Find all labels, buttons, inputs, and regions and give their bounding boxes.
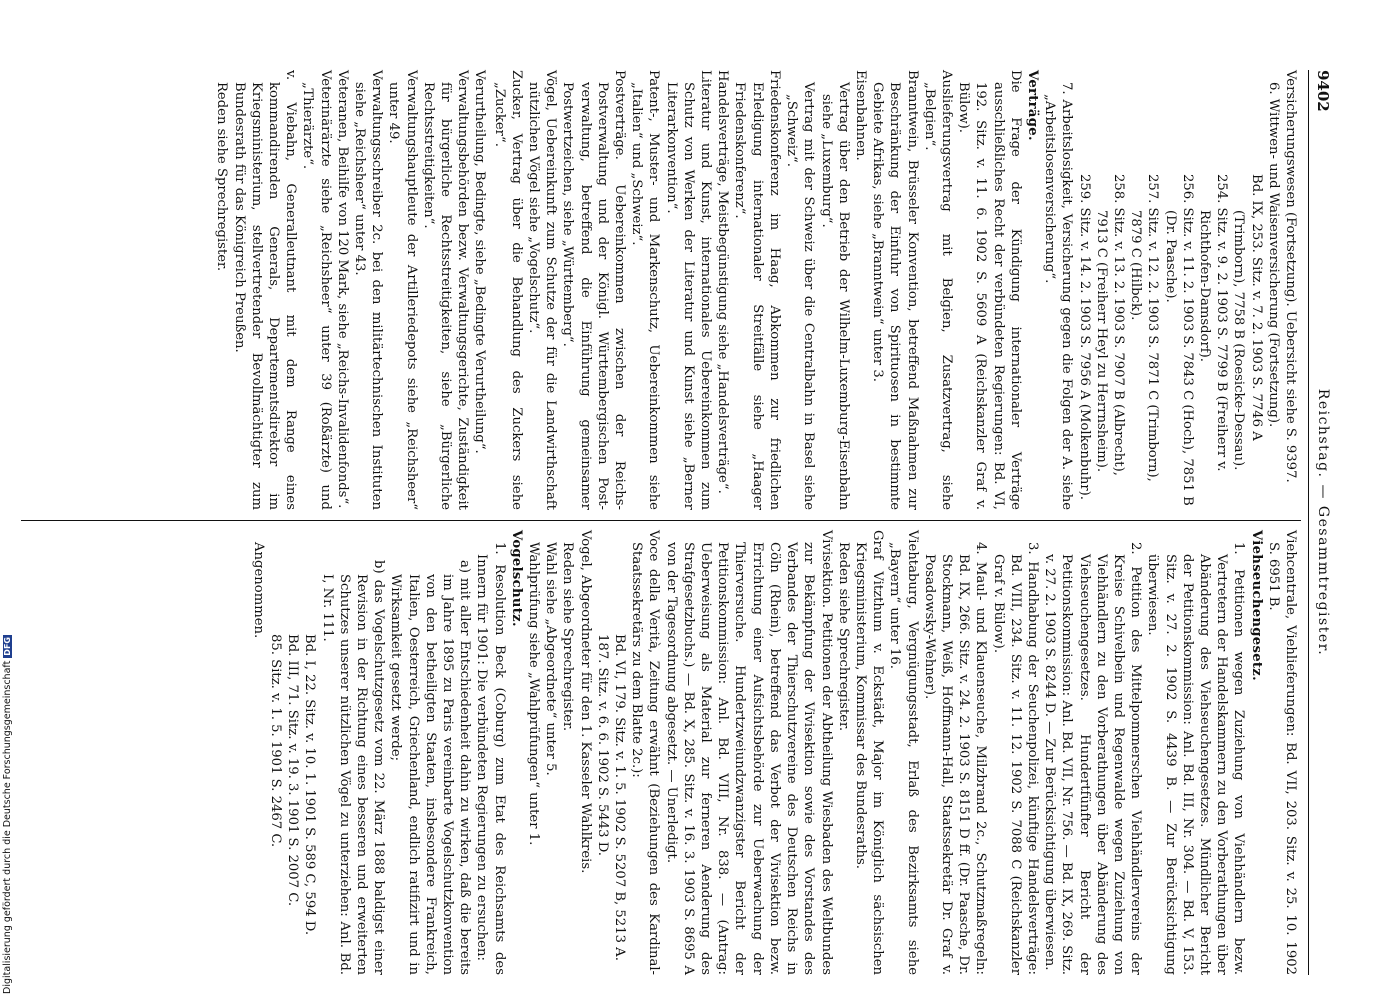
register-subentry: Reden siehe Sprechregister. bbox=[560, 542, 576, 732]
register-entry: Viehtaburg, Vergnügungsstadt, Erlaß des Bezirksamts siehe „Bayern“ unter 16. bbox=[887, 530, 920, 975]
register-entry: Verwaltungsschreiber 2c. bei den militärtechnischen Instituten siehe „Reichsheer“ unter 43. bbox=[352, 70, 385, 510]
session-reference: 187. Sitz. v. 6. 6. 1902 S. 5443 D. bbox=[594, 634, 610, 857]
register-entry: Veterinärärzte siehe „Reichsheer“ unter 39 (Roßärzte) und „Thierärzte“. bbox=[300, 70, 333, 510]
dfg-logo: DFG bbox=[3, 637, 12, 656]
register-subentry: 4. Maul- und Klauenseuche, Milzbrand 2c., Schutzmaßregeln: Bd. IX, 266. Sitz. v. 24. 2. 1903 S. 8151 D ff. (Dr. Paasche, Dr. Stockmann, Weiß, Hoffmann-Hall, Staatssekretär Dr. Graf v. Posadowsky-Wehner). bbox=[921, 542, 989, 975]
register-entry: Vogel, Abgeordneter für den 1. Kasseler Wahlkreis. bbox=[577, 530, 593, 874]
column-divider bbox=[21, 520, 1301, 521]
register-entry: Auslieferungsvertrag mit Belgien, Zusatzvertrag, siehe „Belgien“. bbox=[921, 70, 954, 510]
resolution-item: b) das Vogelschutzgesetz vom 22. März 1888 baldigst einer Revision in der Richtung eines besseren und erweiterten Schutzes unserer nützlichen Vögel zu unterziehen: Anl. Bd. I, Nr. 111. bbox=[319, 560, 387, 975]
register-subentry: 3. Handhabung der Seuchenpolizei, künftige Handelsverträge: Bd. VIII, 234. Sitz. v. 11. 12. 1902 S. 7088 C (Reichskanzler Graf v. Bülow). bbox=[990, 542, 1040, 975]
register-heading: Verträge. bbox=[1024, 70, 1040, 141]
register-entry: Branntwein, Brüsseler Konvention, betreffend Maßnahmen zur Beschränkung der Einfuhr von Spirituosen in bestimmte Gebiete Afrikas, siehe „Branntwein“ unter 3. bbox=[870, 70, 920, 510]
register-entry: Voce della Verità, Zeitung erwähnt (Beziehungen des Kardinal-Staatssekretärs zu dem Blatte 2c.): bbox=[629, 530, 662, 975]
session-reference: Bd. I, 22. Sitz. v. 10. 1. 1901 S. 589 C, 594 D. bbox=[302, 634, 318, 936]
register-subentry: Wahlprüfung siehe „Wahlprüfungen“ unter 1. bbox=[526, 542, 542, 846]
register-entry: Vivisektion. Petitionen der Abtheilung Wiesbaden des Weltbundes zur Bekämpfung der Vivisektion sowie des Vorstandes des Verbandes der Thierschutzvereine des Deutschen Reichs in Cöln (Rhein), betreffend das Verbot der Vivisektion bezw. Errichtung einer Aufsichtsbehörde zur Ueberwachung der Thierversuche. Hundertzweiundzwanzigster Bericht der Petitionskommission: Anl. Bd. VIII, Nr. 838. — (Antrag: Ueberweisung als Material zur ferneren Aenderung des Strafgesetzbuchs.) — Bd. X, 285. Sitz. v. 16. 3. 1903 S. 8695 A von der Tagesordnung abgesetzt. — Unerledigt. bbox=[663, 530, 834, 975]
register-entry: Verwaltungsbehörden bezw. Verwaltungsgerichte, Zuständigkeit für bürgerliche Rechtsstreitigkeiten, siehe „Bürgerliche Rechtsstreitigkeiten“. bbox=[420, 70, 471, 510]
register-subentry: Vertrag über den Betrieb der Wilhelm-Luxemburg-Eisenbahn siehe „Luxemburg“. bbox=[818, 82, 851, 510]
register-entry: Patent-, Muster- und Markenschutz, Uebereinkommen siehe „Italien“ und „Schweiz“. bbox=[629, 70, 662, 510]
register-entry: v. Viebahn, Generalleutnant mit dem Range eines kommandirenden Generals, Departementsdirektor im Kriegsministerium, stellvertretender Bevollmächtigter zum Bundesrath für das Königreich Preußen. bbox=[231, 70, 299, 510]
register-subentry: Wahl siehe „Abgeordnete“ unter 5. bbox=[543, 542, 559, 776]
session-reference: 257. Sitz. v. 12. 2. 1903 S. 7871 C (Trimborn), 7879 C (Hilbck). bbox=[1128, 174, 1161, 482]
session-reference: Bd. IX, 253. Sitz. v. 7. 2. 1903 S. 7746 A (Trimborn), 7758 B (Roesicke-Dessau). bbox=[1231, 174, 1264, 471]
session-reference: Bd. III, 71. Sitz. v. 19. 3. 1901 S. 2007 C. bbox=[285, 634, 301, 907]
register-entry: Graf Vitzthum v. Eckstädt, Major im Königlich sächsischen Kriegsministerium, Kommissar des Bundesraths. bbox=[852, 530, 886, 975]
register-subentry: Reden siehe Sprechregister. bbox=[835, 542, 851, 732]
register-entry: Literatur und Kunst, internationales Uebereinkommen zum Schutz von Werken der Literatur und Kunst siehe „Berner Literarkonvention“. bbox=[663, 70, 714, 510]
page-header bbox=[1308, 70, 1331, 975]
register-subentry: 1. Petitionen wegen Zuziehung von Viehhändlern bezw. Vertretern der Handelskammern zu den Vorberathungen über Abänderung des Viehseuchengesetzes. Mündlicher Bericht der Petitionskommission: Anl. Bd. III, Nr. 304. — Bd. V, 153. Sitz. v. 27. 2. 1902 S. 4439 B. — Zur Berücksichtigung überwiesen. bbox=[1145, 542, 1247, 975]
session-reference: 258. Sitz. v. 13. 2. 1903 S. 7907 B (Albrecht), 7913 C (Freiherr Heyl zu Herrnsheim). bbox=[1093, 174, 1126, 476]
resolution-item: a) mit aller Entschiedenheit dahin zu wirken, daß die bereits im Jahre 1895 zu Paris vereinbarte Vogelschutzkonvention von den betheiligten Staaten, insbesondere Frankreich, Italien, Oesterreich, Griechenland, endlich ratifizirt und in Wirksamkeit gesetzt werde; bbox=[388, 560, 473, 975]
page-number: 9402 bbox=[1314, 70, 1332, 112]
credit-text: Digitalisierung gefördert durch die Deutsche Forschungsgemeinschaft bbox=[2, 660, 13, 994]
register-entry: Vögel, Uebereinkunft zum Schutze der für die Landwirthschaft nützlichen Vögel siehe „Vogelschutz“. bbox=[526, 70, 559, 510]
session-reference: 259. Sitz. v. 14. 2. 1903 S. 7956 A (Molkenbuhr). bbox=[1076, 174, 1092, 500]
register-subentry: Reden siehe Sprechregister. bbox=[214, 82, 230, 272]
digitization-credit bbox=[2, 635, 13, 994]
left-column bbox=[213, 70, 1299, 510]
session-reference: 85. Sitz. v. 1. 5. 1901 S. 2467 C. bbox=[268, 634, 284, 848]
session-reference: Bd. VI, 179. Sitz. v. 1. 5. 1902 S. 5207 B, 5213 A. bbox=[612, 634, 628, 961]
register-entry: Verurtheilung, Bedingte, siehe „Bedingte Verurtheilung“. bbox=[472, 70, 488, 454]
register-subentry: Vertrag mit der Schweiz über die Centralbahn in Basel siehe „Schweiz“. bbox=[784, 82, 817, 510]
session-reference: 256. Sitz. v. 11. 2. 1903 S. 7843 C (Hoch), 7851 B (Dr. Paasche). bbox=[1162, 174, 1195, 506]
register-entry: Verwaltungshauptleute der Artilleriedepots siehe „Reichsheer“ unter 49. bbox=[386, 70, 419, 510]
register-entry: Veteranen, Beihilfe von 120 Mark, siehe „Reichs-Invalidenfonds“. bbox=[334, 70, 350, 509]
register-entry: Eisenbahnen. bbox=[852, 70, 868, 161]
register-heading: Viehseuchengesetz. bbox=[1248, 530, 1264, 681]
running-title: Reichstag. — Gesammtregister. bbox=[1315, 388, 1331, 657]
register-subentry: 7. Arbeitslosigkeit, Versicherung gegen die Folgen der A. siehe „Arbeitslosenversicherung“. bbox=[1042, 82, 1075, 510]
register-entry: Postverträge. Uebereinkommen zwischen der Reichs-Postverwaltung und der Königl. Württembergischen Post-verwaltung, betreffend die Einführung gemeinsamer Postwertzeichen, siehe „Württemberg“. bbox=[560, 70, 628, 510]
right-column bbox=[250, 530, 1299, 975]
register-heading: Vogelschutz. bbox=[508, 530, 524, 627]
register-entry: Zucker, Vertrag über die Behandlung des Zuckers siehe „Zucker“. bbox=[491, 70, 524, 510]
register-entry: Handelsverträge, Meistbegünstigung siehe „Handelsverträge“. bbox=[715, 70, 731, 494]
register-subentry: 6. Wittwen- und Waisenversicherung (Fortsetzung). bbox=[1265, 82, 1281, 428]
register-entry: Die Frage der Kündigung internationaler Verträge ausschließliches Recht der verbündeten Regierungen: Bd. VI, 192. Sitz. v. 11. 6. 1902 S. 5609 A (Reichskanzler Graf v. Bülow). bbox=[956, 70, 1023, 510]
register-subentry: 1. Resolution Beck (Coburg) zum Etat des Reichsamts des Innern für 1901: Die verbündeten Regierungen zu ersuchen: bbox=[474, 542, 507, 975]
session-reference: 254. Sitz. v. 9. 2. 1903 S. 7799 B (Freiherr v. Richthofen-Damsdorf). bbox=[1196, 174, 1230, 472]
register-entry: Friedenskonferenz im Haag, Abkommen zur friedlichen Erledigung internationaler Streitfälle siehe „Haager Friedenskonferenz“. bbox=[732, 70, 782, 510]
register-subentry: Angenommen. bbox=[250, 542, 266, 639]
register-entry: Versicherungswesen (Fortsetzung). Uebersicht siehe S. 9397. bbox=[1283, 70, 1298, 483]
register-subentry: 2. Petition des Mittelpommerschen Viehhändlervereins der Kreise Schivelbein und Regenwalde wegen Zuziehung von Viehhändlern zu den Vorberathungen über Abänderung des Viehseuchengesetzes. Hundertfünfter Bericht der Petitionskommission: Anl. Bd. VII, Nr. 756. — Bd. IX, 269. Sitz. v. 27. 2. 1903 S. 8244 D. — Zur Berücksichtigung überwiesen. bbox=[1042, 542, 1144, 975]
register-entry: Viehcentrale, Viehlieferungen: Bd. VII, 203. Sitz. v. 25. 10. 1902 S. 6951 B. bbox=[1265, 530, 1298, 975]
